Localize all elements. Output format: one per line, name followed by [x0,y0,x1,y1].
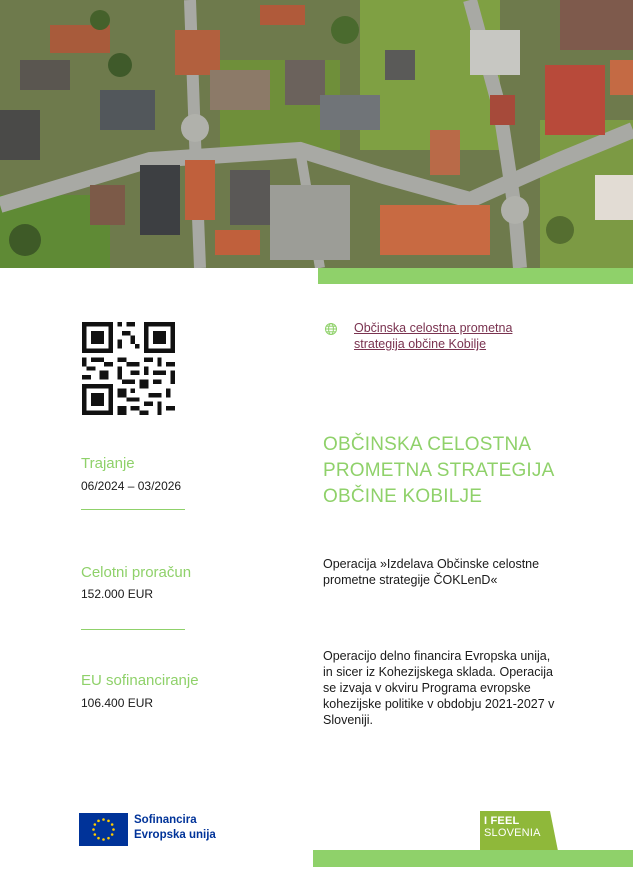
ifs-line2: SLOVENIA [484,827,541,839]
eu-star [97,837,100,840]
eu-text-line2: Evropska unija [134,829,216,841]
eu-cofinancing-value: 106.400 EUR [81,696,154,710]
hero-aerial-photo [0,0,633,268]
eu-star [102,818,105,821]
eu-star [94,823,97,826]
top-accent-bar [318,268,633,284]
budget-value: 152.000 EUR [81,587,154,601]
project-link[interactable]: Občinska celostna prometna strategija občine Kobilje [354,321,513,351]
eu-star [102,838,105,841]
eu-star [107,837,110,840]
eu-star [94,833,97,836]
bottom-accent-bar [313,850,633,867]
eu-star [97,820,100,823]
page-title: OBČINSKA CELOSTNA PROMETNA STRATEGIJA OBČINE KOBILJE [323,434,554,507]
eu-star [92,828,95,831]
eu-cofinancing-label: EU sofinanciranje [81,672,199,689]
eu-star [111,823,114,826]
eu-flag-icon [79,813,128,846]
duration-value: 06/2024 – 03/2026 [81,479,182,493]
qr-code[interactable] [82,322,175,415]
ifs-line1: I FEEL [484,815,520,827]
operation-description: Operacija »Izdelava Občinske celostne prometne strategije ČOKLenD« [323,557,540,587]
budget-label: Celotni proračun [81,564,192,581]
financing-description: Operacijo delno financira Evropska unija, in sicer iz Kohezijskega sklada. Operacija se izvaja v okviru Programa evropske kohezijske politike v obdobju 2021-2027 v Sloveniji. [323,649,555,727]
globe-icon [324,322,338,336]
eu-star [107,820,110,823]
divider [81,509,185,510]
eu-text-line1: Sofinancira [134,814,197,826]
duration-label: Trajanje [81,455,135,472]
divider [81,629,185,630]
eu-cofinancing-logo-text [134,813,216,843]
i-feel-slovenia-logo [480,811,558,851]
eu-star [112,828,115,831]
eu-star [111,833,114,836]
